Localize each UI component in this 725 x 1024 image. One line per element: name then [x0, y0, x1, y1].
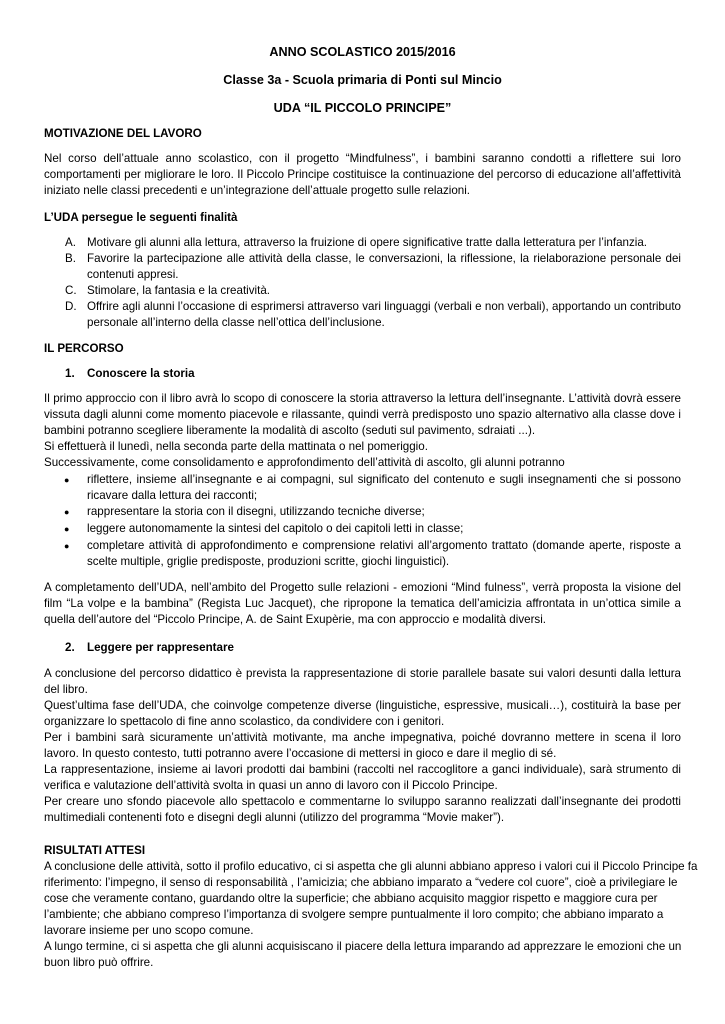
finalita-heading: L’UDA persegue le seguenti finalità	[44, 211, 238, 224]
percorso-heading: IL PERCORSO	[44, 342, 124, 355]
text-line: buon libro può offrire.	[44, 956, 154, 969]
class-title: Classe 3a - Scuola primaria di Ponti sul Mincio	[223, 73, 502, 87]
text-line: riferimento: l’impegno, il senso di responsabilità , l’amicizia; che abbiano imparato a “vedere col cuore”, cioè a privilegiare le	[44, 876, 678, 889]
bullet-text: completare attività di approfondimento e comprensione relativi all’argomento trattato (domande aperte, risposte a scelte multiple, griglie predisposte, produzioni scritte, giochi linguistici).	[87, 539, 681, 568]
risultati-heading: RISULTATI ATTESI	[44, 844, 146, 857]
list-marker: A.	[65, 236, 76, 249]
text-line: cose che veramente contano, guardando oltre la superficie; che abbiano acquisito maggior rispetto e maggiore cura per	[44, 892, 658, 905]
bullet-icon: ●	[64, 507, 70, 517]
risultati-paragraph	[44, 859, 698, 971]
text-line: l’ambiente; che abbiano compreso l’importanza di svolgere sempre puntualmente il loro compito; che abbiano imparato a	[44, 908, 664, 921]
list-item-text: Stimolare, la fantasia e la creatività.	[87, 284, 271, 297]
section2-paragraph: La rappresentazione, insieme ai lavori prodotti dai bambini (raccolti nel raccoglitore a ganci individuale), sarà strumento di verifica e valutazione dell’attività svolta in quasi un anno di lavoro con il Piccolo Principe.	[44, 763, 681, 792]
bullet-icon: ●	[64, 524, 70, 534]
section-number: 2.	[65, 641, 75, 654]
motivazione-text: Nel corso dell’attuale anno scolastico, con il progetto “Mindfulness”, i bambini saranno condotti a riflettere sui loro comportamenti per migliorare le loro. Il Piccolo Principe costituisce la continuazione del percorso di educazione all’affettività iniziato nelle classi precedenti e un’integrazione dell’attuale progetto sulle relazioni.	[44, 152, 681, 197]
school-year-title: ANNO SCOLASTICO 2015/2016	[269, 45, 456, 59]
bullet-text: leggere autonomamente la sintesi del capitolo o dei capitoli letti in classe;	[87, 522, 464, 535]
section-number: 1.	[65, 367, 75, 380]
uda-title: UDA “IL PICCOLO PRINCIPE”	[273, 101, 452, 115]
section2-paragraph: A conclusione del percorso didattico è prevista la rappresentazione di storie parallele basate sui valori desunti dalla lettura del libro.	[44, 667, 681, 696]
list-marker: D.	[65, 300, 77, 313]
section1-paragraph: Successivamente, come consolidamento e approfondimento dell’attività di ascolto, gli alunni potranno	[44, 456, 565, 469]
section1-paragraph: Si effettuerà il lunedì, nella seconda parte della mattinata o nel pomeriggio.	[44, 440, 428, 453]
list-item-text: Motivare gli alunni alla lettura, attraverso la fruizione di opere significative tratte dalla letteratura per l’infanzia.	[87, 236, 648, 249]
section-title: Leggere per rappresentare	[87, 641, 234, 654]
bullet-text: rappresentare la storia con il disegni, utilizzando tecniche diverse;	[87, 505, 425, 518]
section2-paragraph: Per creare uno sfondo piacevole allo spettacolo e commentarne lo sviluppo saranno realizzati dall’insegnante dei prodotti multimediali contenenti foto e disegni degli alunni (utilizzo del programma “Movie maker”).	[44, 795, 681, 824]
motivazione-heading: MOTIVAZIONE DEL LAVORO	[44, 127, 202, 140]
list-item-text: Favorire la partecipazione alle attività della classe, le conversazioni, la riflessione, la rielaborazione personale dei contenuti appresi.	[87, 252, 681, 281]
list-marker: C.	[65, 284, 77, 297]
list-marker: B.	[65, 252, 76, 265]
text-line: lavorare insieme per uno scopo comune.	[44, 924, 254, 937]
section1-paragraph: Il primo approccio con il libro avrà lo scopo di conoscere la storia attraverso la lettura dell’insegnante. L’attività dovrà essere vissuta dagli alunni come momento piacevole e rilassante, quindi verrà predisposto uno spazio alternativo alla classe dove i bambini potranno scegliere liberamente la modalità di ascolto (seduti sul pavimento, sdraiati ...).	[44, 392, 681, 437]
section2-paragraph: Per i bambini sarà sicuramente un’attività motivante, ma anche impegnativa, poiché dovranno mettere in scena il loro lavoro. In questo contesto, tutti potranno avere l’occasione di mettersi in gioco e dare il meglio di sé.	[44, 731, 681, 760]
bullet-icon: ●	[64, 541, 70, 551]
section-title: Conoscere la storia	[87, 367, 195, 380]
section1-paragraph: A completamento dell’UDA, nell’ambito del Progetto sulle relazioni - emozioni “Mind fulness”, verrà proposta la visione del film “La volpe e la bambina” (Regista Luc Jacquet), che ripropone la tematica dell’amicizia affrontata in un’ottica simile a quella dell’autore del “Piccolo Principe, A. de Saint Exupèrie, ma con approccio e modalità diversi.	[44, 581, 681, 626]
text-line: A conclusione delle attività, sotto il profilo educativo, ci si aspetta che gli alunni abbiano appreso i valori cui il Piccolo Principe fa	[44, 860, 698, 873]
bullet-icon: ●	[64, 475, 70, 485]
section2-paragraph: Quest’ultima fase dell’UDA, che coinvolge competenze diverse (linguistiche, espressive, musicali…), costituirà la base per organizzare lo spettacolo di fine anno scolastico, da condividere con i genitori.	[44, 699, 681, 728]
bullet-text: riflettere, insieme all’insegnante e ai compagni, sul significato del contenuto e sugli insegnamenti che si possono ricavare dalla lettura dei racconti;	[87, 473, 681, 502]
list-item-text: Offrire agli alunni l’occasione di esprimersi attraverso vari linguaggi (verbali e non verbali), apportando un contributo personale all’interno della classe nell’ottica dell’inclusione.	[87, 300, 681, 329]
text-line: A lungo termine, ci si aspetta che gli alunni acquisiscano il piacere della lettura imparando ad apprezzare le emozioni che un	[44, 940, 682, 953]
